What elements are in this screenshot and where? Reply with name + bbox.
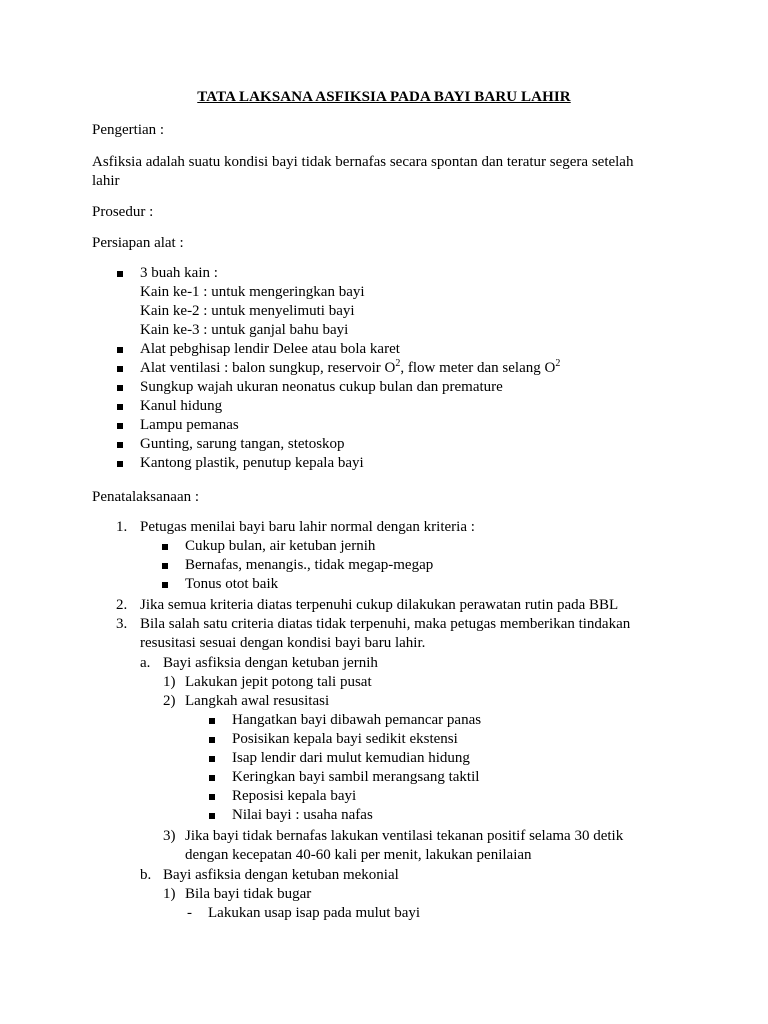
document-title: TATA LAKSANA ASFIKSIA PADA BAYI BARU LAHIR bbox=[197, 89, 571, 105]
sub-a-1: Lakukan jepit potong tali pusat bbox=[185, 674, 372, 690]
step-number: 2. bbox=[116, 597, 128, 613]
step-number: 1. bbox=[116, 519, 128, 535]
bullet-square-icon bbox=[117, 347, 123, 353]
penatalaksanaan-label: Penatalaksanaan : bbox=[92, 489, 200, 505]
bullet-square-icon bbox=[162, 563, 168, 569]
step-3-text-line2: resusitasi sesuai dengan kondisi bayi baru lahir. bbox=[140, 635, 426, 651]
sub-letter: a. bbox=[140, 655, 151, 671]
sub-a-2-item: Posisikan kepala bayi sedikit ekstensi bbox=[232, 731, 458, 747]
step-number: 3. bbox=[116, 616, 128, 632]
step-1-criteria-c: Tonus otot baik bbox=[185, 576, 279, 592]
sub-a-2-item: Hangatkan bayi dibawah pemancar panas bbox=[232, 712, 482, 728]
bullet-square-icon bbox=[162, 544, 168, 550]
sub-b-1-item: Lakukan usap isap pada mulut bayi bbox=[208, 905, 421, 921]
bullet-square-icon bbox=[117, 366, 123, 372]
alat-kain-2: Kain ke-2 : untuk menyelimuti bayi bbox=[140, 303, 355, 319]
bullet-square-icon bbox=[209, 813, 215, 819]
sub-number: 1) bbox=[163, 674, 176, 690]
sub-b-title: Bayi asfiksia dengan ketuban mekonial bbox=[163, 867, 399, 883]
step-1-text: Petugas menilai bayi baru lahir normal dengan kriteria : bbox=[140, 519, 475, 535]
alat-item-lampu: Lampu pemanas bbox=[140, 417, 239, 433]
dash-bullet: - bbox=[187, 905, 192, 921]
alat-item-sungkup: Sungkup wajah ukuran neonatus cukup bulan dan premature bbox=[140, 379, 503, 395]
sub-a-3-line1: Jika bayi tidak bernafas lakukan ventilasi tekanan positif selama 30 detik bbox=[185, 828, 624, 844]
alat-kain-1: Kain ke-1 : untuk mengeringkan bayi bbox=[140, 284, 365, 300]
alat-kain-3: Kain ke-3 : untuk ganjal bahu bayi bbox=[140, 322, 349, 338]
bullet-square-icon bbox=[117, 461, 123, 467]
step-1-criteria-a: Cukup bulan, air ketuban jernih bbox=[185, 538, 376, 554]
pengertian-text-line1: Asfiksia adalah suatu kondisi bayi tidak bernafas secara spontan dan teratur segera setelah bbox=[92, 154, 634, 170]
pengertian-text-line2: lahir bbox=[92, 173, 120, 189]
sub-b-1: Bila bayi tidak bugar bbox=[185, 886, 312, 902]
bullet-square-icon bbox=[209, 756, 215, 762]
bullet-square-icon bbox=[117, 423, 123, 429]
alat-item-kanul: Kanul hidung bbox=[140, 398, 223, 414]
alat-item-kantong: Kantong plastik, penutup kepala bayi bbox=[140, 455, 364, 471]
step-3-text-line1: Bila salah satu criteria diatas tidak terpenuhi, maka petugas memberikan tindakan bbox=[140, 616, 631, 632]
bullet-square-icon bbox=[117, 404, 123, 410]
bullet-square-icon bbox=[162, 582, 168, 588]
bullet-square-icon bbox=[117, 442, 123, 448]
prosedur-label: Prosedur : bbox=[92, 204, 154, 220]
sub-a-2-item: Isap lendir dari mulut kemudian hidung bbox=[232, 750, 470, 766]
alat-item-gunting: Gunting, sarung tangan, stetoskop bbox=[140, 436, 345, 452]
pengertian-label: Pengertian : bbox=[92, 122, 165, 138]
sub-letter: b. bbox=[140, 867, 152, 883]
sub-a-2-item: Nilai bayi : usaha nafas bbox=[232, 807, 373, 823]
sub-a-2-item: Keringkan bayi sambil merangsang taktil bbox=[232, 769, 480, 785]
sub-number: 1) bbox=[163, 886, 176, 902]
step-1-criteria-b: Bernafas, menangis., tidak megap-megap bbox=[185, 557, 434, 573]
bullet-square-icon bbox=[117, 271, 123, 277]
bullet-square-icon bbox=[117, 385, 123, 391]
sub-a-2: Langkah awal resusitasi bbox=[185, 693, 330, 709]
alat-kain: 3 buah kain : bbox=[140, 265, 218, 281]
sub-number: 2) bbox=[163, 693, 176, 709]
bullet-square-icon bbox=[209, 794, 215, 800]
bullet-square-icon bbox=[209, 775, 215, 781]
persiapan-label: Persiapan alat : bbox=[92, 235, 184, 251]
sub-a-title: Bayi asfiksia dengan ketuban jernih bbox=[163, 655, 378, 671]
sub-a-2-item: Reposisi kepala bayi bbox=[232, 788, 357, 804]
sub-number: 3) bbox=[163, 828, 176, 844]
alat-item-penghisap: Alat pebghisap lendir Delee atau bola karet bbox=[140, 341, 400, 357]
step-2-text: Jika semua kriteria diatas terpenuhi cukup dilakukan perawatan rutin pada BBL bbox=[140, 597, 619, 613]
bullet-square-icon bbox=[209, 718, 215, 724]
bullet-square-icon bbox=[209, 737, 215, 743]
alat-item-ventilasi: Alat ventilasi : balon sungkup, reservoir $O^2$, flow meter dan selang $O^2$ bbox=[140, 358, 561, 376]
sub-a-3-line2: dengan kecepatan 40-60 kali per menit, lakukan penilaian bbox=[185, 847, 532, 863]
